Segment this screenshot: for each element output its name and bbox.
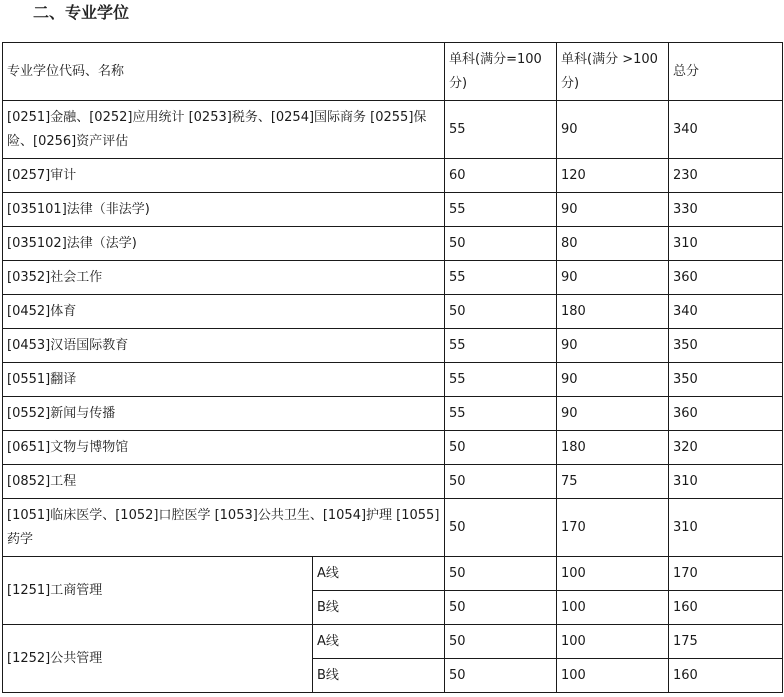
line-label: B线	[313, 591, 445, 625]
score-single-over-100: 180	[557, 431, 669, 465]
score-total: 350	[669, 363, 783, 397]
score-total: 350	[669, 329, 783, 363]
score-single-100: 50	[445, 295, 557, 329]
score-single-100: 60	[445, 159, 557, 193]
score-single-over-100: 90	[557, 363, 669, 397]
score-total: 310	[669, 499, 783, 557]
program-name: [0453]汉语国际教育	[3, 329, 445, 363]
score-single-over-100: 90	[557, 329, 669, 363]
table-row	[3, 625, 783, 659]
program-name: [0257]审计	[3, 159, 445, 193]
program-name: [035102]法律（法学)	[3, 227, 445, 261]
score-single-over-100: 75	[557, 465, 669, 499]
score-single-over-100: 90	[557, 101, 669, 159]
table-row	[3, 159, 783, 193]
table-row	[3, 363, 783, 397]
program-name: [0852]工程	[3, 465, 445, 499]
score-single-100: 55	[445, 101, 557, 159]
program-name: [0552]新闻与传播	[3, 397, 445, 431]
program-name: [0251]金融、[0252]应用统计 [0253]税务、[0254]国际商务 [0255]保险、[0256]资产评估	[3, 101, 445, 159]
program-name: [1051]临床医学、[1052]口腔医学 [1053]公共卫生、[1054]护理 [1055]药学	[3, 499, 445, 557]
table-row	[3, 295, 783, 329]
score-total: 330	[669, 193, 783, 227]
score-single-100: 50	[445, 431, 557, 465]
program-name: [0352]社会工作	[3, 261, 445, 295]
table-row	[3, 193, 783, 227]
program-name: [035101]法律（非法学)	[3, 193, 445, 227]
table-row	[3, 431, 783, 465]
score-total: 340	[669, 101, 783, 159]
score-single-over-100: 120	[557, 159, 669, 193]
score-single-100: 50	[445, 591, 557, 625]
score-single-over-100: 170	[557, 499, 669, 557]
score-single-100: 55	[445, 193, 557, 227]
score-single-100: 50	[445, 625, 557, 659]
header-row	[3, 43, 783, 101]
program-name: [0551]翻译	[3, 363, 445, 397]
table-row	[3, 329, 783, 363]
score-total: 310	[669, 465, 783, 499]
score-single-100: 50	[445, 499, 557, 557]
score-total: 170	[669, 557, 783, 591]
score-single-100: 50	[445, 465, 557, 499]
table-row	[3, 465, 783, 499]
score-total: 320	[669, 431, 783, 465]
line-label: A线	[313, 625, 445, 659]
program-name: [0452]体育	[3, 295, 445, 329]
score-single-over-100: 90	[557, 193, 669, 227]
program-name: [0651]文物与博物馆	[3, 431, 445, 465]
score-single-over-100: 80	[557, 227, 669, 261]
header-single-100: 单科(满分=100分)	[445, 43, 557, 101]
score-total: 340	[669, 295, 783, 329]
score-single-over-100: 100	[557, 625, 669, 659]
program-name: [1252]公共管理	[3, 625, 313, 693]
table-row	[3, 499, 783, 557]
table-row	[3, 261, 783, 295]
line-label: B线	[313, 659, 445, 693]
table-row	[3, 557, 783, 591]
score-total: 360	[669, 261, 783, 295]
score-total: 175	[669, 625, 783, 659]
score-single-100: 50	[445, 227, 557, 261]
table-row	[3, 101, 783, 159]
header-total: 总分	[669, 43, 783, 101]
score-single-over-100: 100	[557, 659, 669, 693]
section-title: 二、专业学位	[33, 3, 130, 22]
score-single-100: 55	[445, 397, 557, 431]
score-total: 360	[669, 397, 783, 431]
table-row	[3, 227, 783, 261]
line-label: A线	[313, 557, 445, 591]
table-row	[3, 397, 783, 431]
score-single-over-100: 90	[557, 261, 669, 295]
score-total: 230	[669, 159, 783, 193]
header-name: 专业学位代码、名称	[3, 43, 445, 101]
score-table	[2, 42, 783, 693]
score-single-over-100: 100	[557, 591, 669, 625]
score-total: 160	[669, 659, 783, 693]
score-single-over-100: 100	[557, 557, 669, 591]
score-single-100: 50	[445, 659, 557, 693]
program-name: [1251]工商管理	[3, 557, 313, 625]
score-single-over-100: 90	[557, 397, 669, 431]
score-total: 160	[669, 591, 783, 625]
score-single-100: 50	[445, 557, 557, 591]
score-total: 310	[669, 227, 783, 261]
score-single-100: 55	[445, 329, 557, 363]
score-single-100: 55	[445, 363, 557, 397]
score-single-100: 55	[445, 261, 557, 295]
score-single-over-100: 180	[557, 295, 669, 329]
header-single-over-100: 单科(满分 >100分)	[557, 43, 669, 101]
